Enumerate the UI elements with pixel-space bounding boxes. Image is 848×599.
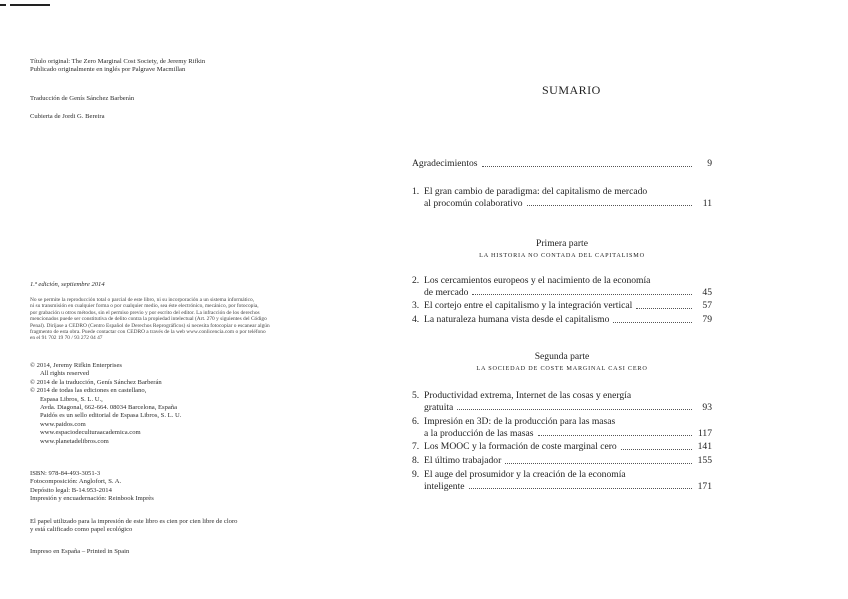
page-title: SUMARIO (542, 83, 601, 97)
part-subtitle: LA HISTORIA NO CONTADA DEL CAPITALISMO (479, 252, 645, 259)
dot-leader (505, 463, 692, 464)
toc-label: El gran cambio de paradigma: del capitalismo de mercado (424, 186, 648, 197)
chapter-number: 6. (412, 416, 420, 427)
translation-credit: Traducción de Genís Sánchez Barberán (30, 95, 135, 102)
edition-line: 1.ª edición, septiembre 2014 (30, 281, 105, 288)
original-publisher: Publicado originalmente en inglés por Palgrave Macmillan (30, 66, 186, 74)
part-title: Primera parte (536, 238, 588, 249)
toc-item-chapter-9[interactable] (412, 469, 712, 492)
copyright-block: © 2014, Jeremy Rifkin Enterprises All rights reserved © 2014 de la traducción, Genís Sánchez Barberán © 2014 de todas las ediciones en castellano, Espasa Libros, S. L. U., Avda. Diagonal, 662-664. 08034 Barcelona, España Paidós es un sello editorial de Espasa Libros, S. L. U. www.paidos.com www.espaciodeculturaacademica.com www.planetadelibros.com (30, 362, 182, 445)
part-title: Segunda parte (534, 351, 590, 362)
table-of-contents-page (412, 0, 712, 599)
toc-label: Impresión en 3D: de la producción para las masas (424, 416, 616, 427)
toc-item-chapter-5[interactable] (412, 390, 712, 413)
scan-mark (0, 4, 6, 6)
dot-leader (613, 322, 692, 323)
toc-page-number: 79 (702, 314, 712, 325)
toc-label: Los cercamientos europeos y el nacimiento de la economía (424, 275, 651, 286)
part-subtitle: LA SOCIEDAD DE COSTE MARGINAL CASI CERO (476, 365, 648, 372)
toc-item-acknowledgements[interactable] (412, 158, 712, 170)
toc-page-number: 117 (697, 427, 712, 439)
printed-in: Impreso en España – Printed in Spain (30, 548, 130, 555)
dot-leader (636, 308, 692, 309)
dot-leader (527, 205, 692, 206)
dot-leader (482, 166, 692, 167)
toc-item-chapter-7[interactable] (412, 441, 712, 453)
toc-item-chapter-4[interactable] (412, 314, 712, 326)
chapter-number: 8. (412, 455, 420, 466)
original-title: Título original: The Zero Marginal Cost Society, de Jeremy Rifkin (30, 58, 206, 65)
toc-page-number: 57 (702, 300, 712, 311)
toc-label: inteligente (424, 480, 465, 492)
isbn-block: ISBN: 978-84-493-3051-3 Fotocomposición: Anglofort, S. A. Depósito legal: B-14.953-2014 Impresión y encuadernación: Reinbook Imprès (30, 470, 154, 503)
toc-page-number: 9 (707, 158, 712, 169)
toc-label: Productividad extrema, Internet de las cosas y energía (424, 390, 632, 401)
toc-label: al procomún colaborativo (424, 197, 523, 209)
toc-item-chapter-3[interactable] (412, 300, 712, 312)
chapter-number: 3. (412, 300, 420, 311)
chapter-number: 2. (412, 275, 420, 286)
toc-label: La naturaleza humana vista desde el capitalismo (424, 314, 610, 325)
toc-item-chapter-8[interactable] (412, 455, 712, 467)
toc-page-number: 45 (702, 286, 712, 298)
cover-credit: Cubierta de Jordi G. Bereira (30, 113, 105, 120)
toc-page-number: 11 (702, 197, 712, 209)
chapter-number: 7. (412, 441, 420, 452)
toc-label: Agradecimientos (412, 158, 478, 169)
dot-leader (621, 449, 692, 450)
toc-item-chapter-1[interactable] (412, 186, 712, 209)
dot-leader (538, 435, 693, 436)
dot-leader (472, 294, 692, 295)
chapter-number: 1. (412, 186, 420, 197)
toc-label: El auge del prosumidor y la creación de la economía (424, 469, 626, 480)
toc-page-number: 93 (702, 401, 712, 413)
toc-label: Los MOOC y la formación de coste marginal cero (424, 441, 617, 452)
toc-label: a la producción de las masas (424, 427, 534, 439)
toc-page-number: 155 (697, 455, 712, 466)
dot-leader (469, 488, 693, 489)
legal-notice: No se permite la reproducción total o parcial de este libro, ni su incorporación a un sistema informático, ni su transmisión en cualquier forma o por cualquier medio, sea éste electrónico, mecánico, por fotocopia, por grabación u otros métodos, sin el permiso previo y por escrito del editor. La infracción de los derechos mencionados puede ser constitutiva de delito contra la propiedad intelectual (Art. 270 y siguientes del Código Penal). Diríjase a CEDRO (Centro Español de Derechos Reprográficos) si necesita fotocopiar o escanear algún fragmento de esta obra. Puede contactar con CEDRO a través de la web www.conlicencia.com o por teléfono en el 91 702 19 70 / 93 272 04 47 (30, 297, 270, 342)
copyright-page (30, 0, 330, 599)
toc-page-number: 171 (697, 480, 712, 492)
toc-page-number: 141 (697, 441, 712, 452)
paper-note: El papel utilizado para la impresión de este libro es cien por cien libre de cloro y está calificado como papel ecológico (30, 518, 238, 534)
toc-item-chapter-2[interactable] (412, 275, 712, 298)
chapter-number: 5. (412, 390, 420, 401)
chapter-number: 9. (412, 469, 420, 480)
toc-label: gratuita (424, 401, 454, 413)
toc-label: El último trabajador (424, 455, 502, 466)
toc-item-chapter-6[interactable] (412, 416, 712, 439)
credits-block (30, 58, 330, 75)
dot-leader (457, 409, 692, 410)
toc-label: El cortejo entre el capitalismo y la integración vertical (424, 300, 633, 311)
toc-label: de mercado (424, 286, 469, 298)
chapter-number: 4. (412, 314, 420, 325)
